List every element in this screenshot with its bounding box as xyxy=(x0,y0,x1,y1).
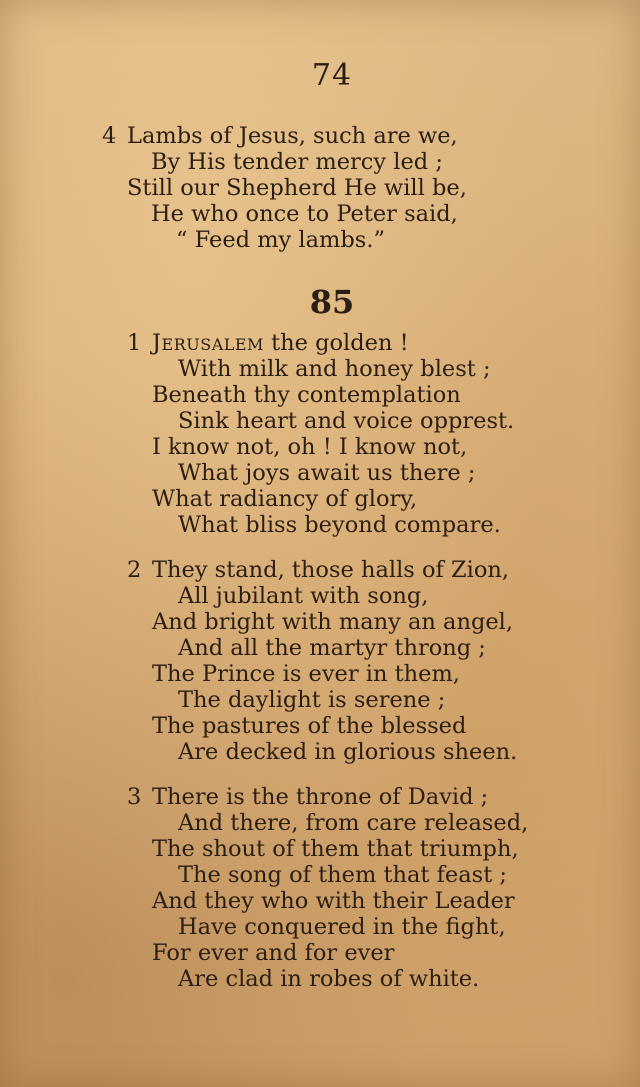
verse-line: And bright with many an angel, xyxy=(152,609,514,635)
verse-line: Sink heart and voice opprest. xyxy=(178,408,515,434)
hymn-number: 85 xyxy=(309,283,355,321)
verse-line: The pastures of the blessed xyxy=(152,713,467,739)
verse-line: And they who with their Leader xyxy=(152,888,515,914)
verse-line: The shout of them that triumph, xyxy=(152,836,519,862)
verse-line: Beneath thy contemplation xyxy=(152,382,461,408)
verse-line: What joys await us there ; xyxy=(178,460,476,486)
verse-line: The Prince is ever in them, xyxy=(152,661,460,687)
verse-line: By His tender mercy led ; xyxy=(151,149,443,175)
stanza-number: 2 xyxy=(127,557,142,583)
verse-line: “ Feed my lambs.” xyxy=(176,227,385,253)
verse-line: All jubilant with song, xyxy=(178,583,429,609)
verse-line: Still our Shepherd He will be, xyxy=(127,175,467,201)
verse-line: They stand, those halls of Zion, xyxy=(152,557,510,583)
verse-line: The daylight is serene ; xyxy=(178,687,446,713)
stanza-number: 4 xyxy=(102,123,117,149)
first-word: Jerusalem xyxy=(152,330,264,356)
verse-line: What radiancy of glory, xyxy=(152,486,418,512)
verse-line: Lambs of Jesus, such are we, xyxy=(127,123,458,149)
verse-line: Have conquered in the fight, xyxy=(178,914,506,940)
first-line-rest: the golden ! xyxy=(263,330,409,356)
verse-line: Are clad in robes of white. xyxy=(178,966,480,992)
verse-line: And there, from care released, xyxy=(178,810,529,836)
page-number: 74 xyxy=(311,58,353,93)
verse-line: The song of them that feast ; xyxy=(178,862,507,888)
verse-line: There is the throne of David ; xyxy=(152,784,489,810)
verse-line: Are decked in glorious sheen. xyxy=(178,739,518,765)
verse-line-first xyxy=(152,330,409,356)
verse-line: And all the martyr throng ; xyxy=(178,635,486,661)
verse-line: With milk and honey blest ; xyxy=(178,356,491,382)
stanza-number: 1 xyxy=(127,330,142,356)
stanza-number: 3 xyxy=(127,784,142,810)
verse-line: He who once to Peter said, xyxy=(151,201,458,227)
verse-line: What bliss beyond compare. xyxy=(178,512,501,538)
verse-line: I know not, oh ! I know not, xyxy=(152,434,468,460)
verse-line: For ever and for ever xyxy=(152,940,395,966)
